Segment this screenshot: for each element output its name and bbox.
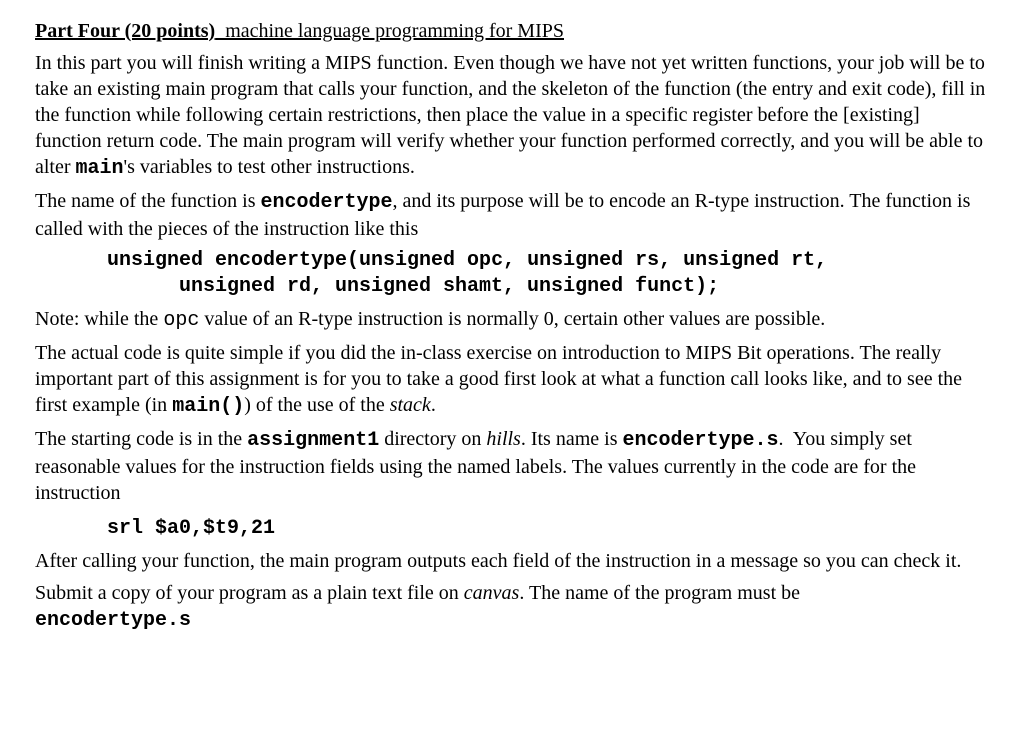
submit-paragraph (35, 580, 990, 634)
intro-text-end: 's variables to test other instructions. (123, 156, 415, 178)
submit-text-b: . The name of the program must be (519, 582, 801, 604)
explanation-text-b: ) of the use of the (244, 394, 390, 416)
explanation-code-main: main() (172, 395, 245, 418)
starting-text-c: . Its name is (520, 428, 623, 450)
intro-text: In this part you will finish writing a MIPS function. Even though we have not yet written functions, your job will be to take an existing main program that calls your function, and the skeleton of the function (the entry and exit code), fill in the function while following certain restrictions, then place the value in a specific register before the [existing] function return code. The main program will verify whether your function performed correctly, and you will be able to alter (35, 52, 986, 178)
submit-italic-canvas: canvas (463, 582, 520, 604)
submit-text-a: Submit a copy of your program as a plain text file on (35, 582, 464, 604)
starting-text-a: The starting code is in the (35, 428, 248, 450)
instruction-code (35, 516, 990, 542)
explanation-italic-stack: stack (389, 394, 431, 416)
note-code-opc: opc (163, 309, 200, 332)
starting-italic-hills: hills (486, 428, 521, 450)
starting-code-paragraph (35, 426, 990, 506)
function-name-text-a: The name of the function is (35, 190, 261, 212)
function-name-code: encodertype (260, 191, 393, 214)
explanation-paragraph (35, 340, 990, 420)
starting-text-b: directory on (379, 428, 487, 450)
instruction-line: srl $a0,$t9,21 (107, 517, 276, 540)
function-name-paragraph (35, 188, 990, 242)
section-heading (35, 18, 990, 44)
function-signature-code (35, 248, 990, 300)
intro-code-main: main (75, 157, 124, 180)
note-paragraph (35, 306, 990, 334)
note-text-a: Note: while the (35, 308, 164, 330)
signature-line-1: unsigned encodertype(unsigned opc, unsigned rs, unsigned rt, (107, 249, 828, 272)
starting-code-filename: encodertype.s (622, 429, 779, 452)
output-paragraph (35, 548, 990, 574)
note-text-b: value of an R-type instruction is normally 0, certain other values are possible. (199, 308, 826, 330)
function-name-text-b: , and its purpose will be to encode an R-type instruction. The function is called with the pieces of the instruction like this (35, 190, 971, 240)
starting-code-directory: assignment1 (247, 429, 380, 452)
explanation-text-c: . (430, 394, 436, 416)
intro-paragraph (35, 50, 990, 182)
document-page (35, 18, 990, 640)
output-text: After calling your function, the main program outputs each field of the instruction in a message so you can check it. (35, 550, 962, 572)
heading-bold-part: Part Four (20 points) (35, 20, 216, 42)
explanation-text-a: The actual code is quite simple if you did the in-class exercise on introduction to MIPS Bit operations. The really important part of this assignment is for you to take a good first look at what a function call looks like, and to see the first example (in (35, 342, 963, 416)
submit-code-filename: encodertype.s (35, 609, 192, 632)
heading-title-part: machine language programming for MIPS (215, 20, 564, 42)
starting-text-d: . You simply set reasonable values for the instruction fields using the named labels. The values currently in the code are for the instruction (35, 428, 921, 504)
signature-line-2: unsigned rd, unsigned shamt, unsigned funct); (179, 275, 720, 298)
